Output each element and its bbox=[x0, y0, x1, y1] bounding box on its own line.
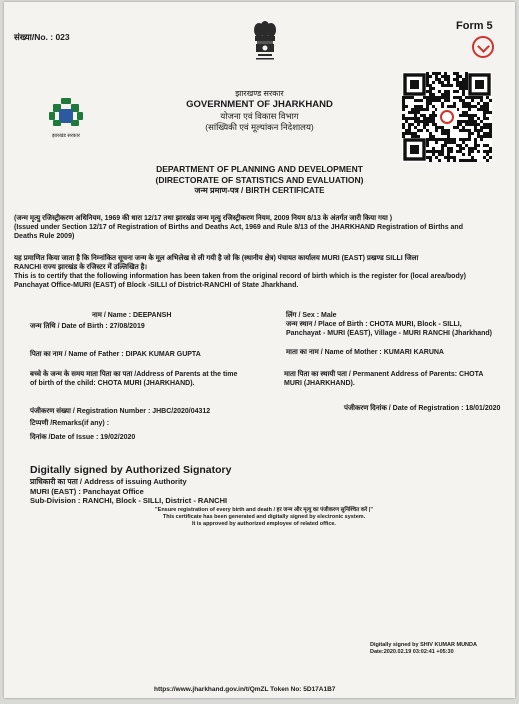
signatory-block bbox=[30, 464, 350, 506]
addr-perm-line-2: MURI (JHARKHAND). bbox=[284, 380, 355, 387]
directorate-hindi: (सांख्यिकी एवं मूल्यांकन निदेशालय) bbox=[205, 122, 314, 132]
department-line2: (DIRECTORATE OF STATISTICS AND EVALUATION) bbox=[155, 175, 364, 185]
pob-line-1: जन्म स्थान / Place of Birth : CHOTA MURI, Block - SILLI, bbox=[286, 321, 462, 328]
act-text bbox=[14, 214, 510, 241]
department-header bbox=[4, 164, 515, 196]
jharkhand-logo-icon bbox=[47, 96, 85, 138]
pob-line-2: Panchayat - MURI (EAST), Village - MURI RANCHI (Jharkhand) bbox=[286, 330, 493, 337]
notice-block bbox=[94, 507, 434, 528]
addr-birth-line-2: of birth of the child: CHOTA MURI (JHARKHAND). bbox=[30, 380, 195, 387]
signatory-subdivision: Sub-Division : RANCHI, Block - SILLI, District - RANCHI bbox=[30, 496, 228, 505]
digital-signature bbox=[370, 642, 477, 656]
certification-text bbox=[14, 254, 510, 290]
gov-english: GOVERNMENT OF JHARKHAND bbox=[186, 99, 333, 110]
notice-line-1: "Ensure registration of every birth and death / हर जन्म और मृत्यु का पंजीकरण सुनिश्चित करे |" bbox=[155, 507, 373, 513]
act-english-2: Deaths Rule 2009) bbox=[14, 233, 75, 240]
signatory-hindi: प्राधिकारी का पता / Address of issuing Authority bbox=[30, 477, 187, 486]
addr-perm-line-1: माता पिता का स्थायी पता / Permanent Address of Parents: CHOTA bbox=[284, 371, 484, 378]
certify-hindi-2: RANCHI राज्य झारखंड के रजिस्टर में उल्लिखित है। bbox=[14, 264, 148, 271]
digital-sign-line-2: Date:2020.02.19 03:02:41 +05:30 bbox=[370, 649, 454, 655]
certify-english-2: Panchayat Office-MURI (EAST) of Block -SILLI of District-RANCHI of State Jharkhand. bbox=[14, 282, 299, 289]
field-issue-date: दिनांक /Date of Issue : 19/02/2020 bbox=[30, 434, 136, 441]
field-father: पिता का नाम / Name of Father : DIPAK KUMAR GUPTA bbox=[30, 351, 201, 358]
field-address-at-birth bbox=[30, 370, 280, 388]
act-hindi: (जन्म मृत्यु रजिस्ट्रीकरण अधिनियम, 1969 की धारा 12/17 तथा झारखंड जन्म मृत्यु रजिस्ट्रीकरण नियम, 2009 नियम 8/13 के अंतर्गत जारी किया गया ) bbox=[14, 215, 393, 222]
field-remarks: टिप्पणी /Remarks(if any) : bbox=[30, 420, 110, 427]
national-emblem-icon bbox=[250, 20, 280, 66]
certify-english-1: This is to certify that the following information has been taken from the original record of birth which is the register for (local area/body) bbox=[14, 273, 466, 280]
signatory-heading: Digitally signed by Authorized Signatory bbox=[30, 464, 232, 476]
notice-line-3: It is approved by authorized employee of related office. bbox=[192, 521, 336, 527]
field-registration-number: पंजीकरण संख्या / Registration Number : JHBC/2020/04312 bbox=[30, 408, 211, 415]
field-dob: जन्म तिथि / Date of Birth : 27/08/2019 bbox=[30, 323, 145, 330]
field-sex: लिंग / Sex : Male bbox=[286, 312, 337, 319]
department-line1: DEPARTMENT OF PLANNING AND DEVELOPMENT bbox=[156, 164, 363, 174]
serial-number: संख्या/No. : 023 bbox=[14, 32, 70, 42]
birth-certificate-page bbox=[4, 2, 515, 698]
act-english-1: (Issued under Section 12/17 of Registration of Births and Deaths Act, 1969 and Rule 8/13 of the JHARKHAND Registration of Births and bbox=[14, 224, 463, 231]
field-permanent-address bbox=[284, 370, 512, 388]
certify-hindi-1: यह प्रमाणित किया जाता है कि निम्नांकित सूचना जन्म के मूल अभिलेख से ली गयी है जो कि (स्थानीय क्षेत्र) पंचायत कार्यालय MURI (EAST) प्रखण्ड SILLI जिला bbox=[14, 255, 419, 262]
notice-line-2: This certificate has been generated and digitally signed by electronic system. bbox=[162, 514, 366, 520]
dept-hindi: योजना एवं विकास विभाग bbox=[220, 111, 299, 121]
field-mother: माता का नाम / Name of Mother : KUMARI KARUNA bbox=[286, 349, 444, 356]
field-name: नाम / Name : DEEPANSH bbox=[92, 312, 172, 319]
addr-birth-line-1: बच्चे के जन्म के समय माता पिता का पता /Address of Parents at the time bbox=[30, 371, 238, 378]
red-logo-icon bbox=[472, 36, 494, 58]
form-label: Form 5 bbox=[456, 20, 493, 32]
field-registration-date: पंजीकरण दिनांक / Date of Registration : 18/01/2020 bbox=[344, 405, 501, 412]
logo-caption: झारखंड सरकार bbox=[52, 133, 80, 139]
field-place-of-birth bbox=[286, 320, 512, 338]
signatory-office: MURI (EAST) : Panchayat Office bbox=[30, 486, 144, 496]
digital-sign-line-1: Digitally signed by SHIV KUMAR MUNDA bbox=[370, 642, 477, 648]
certificate-title: जन्म प्रमाण-पत्र / BIRTH CERTIFICATE bbox=[194, 186, 325, 195]
footer-link: https://www.jharkhand.gov.in/t/QmZL Token No: 5D17A1B7 bbox=[154, 686, 336, 693]
gov-hindi: झारखण्ड सरकार bbox=[235, 89, 284, 98]
